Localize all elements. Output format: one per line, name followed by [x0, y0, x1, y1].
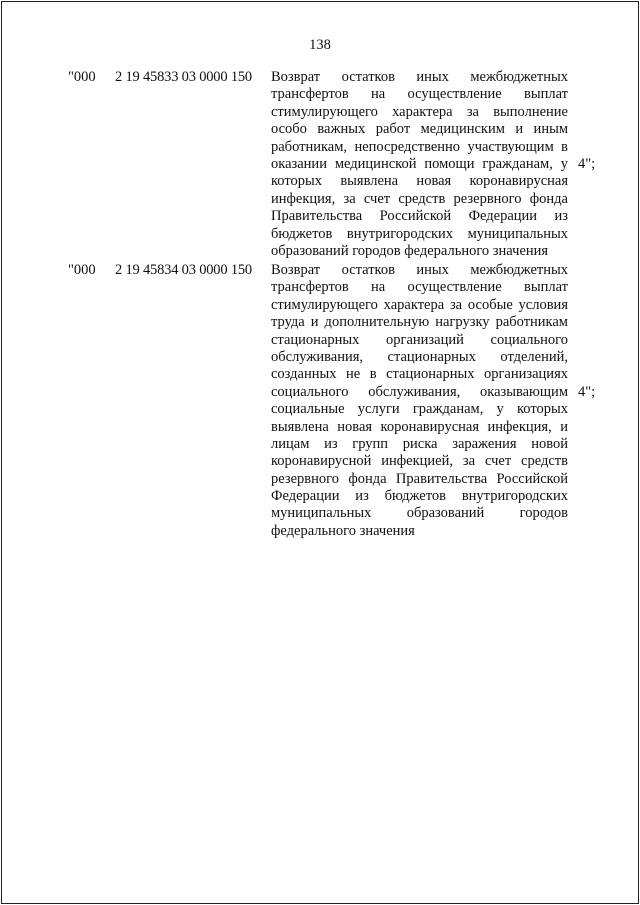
description-line: резервного фонда Правительства Российской [271, 470, 568, 487]
description-line: особо важных работ медицинским и иным [271, 121, 568, 138]
description-line: которых выявлена новая коронавирусная [271, 173, 568, 190]
description-line: работникам, непосредственно участвующим в [271, 138, 568, 155]
description-line: созданных не в стационарных организациях [271, 366, 568, 383]
description-line: трансфертов на осуществление выплат [271, 86, 568, 103]
page-number: 138 [309, 37, 331, 53]
description-line: Федерации из бюджетов внутригородских [271, 488, 568, 505]
description-line: образований городов федерального значения [271, 242, 549, 259]
description-line: трансфертов на осуществление выплат [271, 279, 568, 296]
description-line: обслуживания, стационарных отделений, [271, 348, 568, 365]
description-line: инфекция, за счет средств резервного фонда [271, 190, 568, 207]
description-line: коронавирусной инфекцией, за счет средств [271, 453, 568, 470]
description-line: стимулирующего характера за выполнение [271, 103, 568, 120]
budget-classification-code: 2 19 45834 03 0000 150 [115, 262, 252, 278]
description-line: муниципальных образований городов [271, 505, 568, 522]
description-line: федерального значения [271, 522, 415, 539]
row-prefix: "000 [68, 69, 96, 85]
description-line: оказании медицинской помощи гражданам, у [271, 155, 568, 172]
description-line: бюджетов внутригородских муниципальных [271, 225, 568, 242]
description-line: Возврат остатков иных межбюджетных [271, 69, 568, 85]
description-line: лицам из групп риска заражения новой [271, 435, 568, 452]
description-line: выявлена новая коронавирусная инфекция, и [271, 418, 568, 435]
budget-classification-code: 2 19 45833 03 0000 150 [115, 69, 252, 85]
row-prefix: "000 [68, 262, 96, 278]
description-line: социальные услуги гражданам, у которых [271, 401, 568, 418]
description-line: Правительства Российской Федерации из [271, 208, 568, 225]
description-line: Возврат остатков иных межбюджетных [271, 262, 568, 278]
description-line: стационарных организаций социального [271, 331, 568, 348]
description-line: социального обслуживания, оказывающим [271, 383, 568, 400]
row-description [271, 262, 568, 540]
description-line: стимулирующего характера за особые условия [271, 296, 568, 313]
row-description [271, 69, 568, 260]
row-amount: 4"; [578, 156, 596, 172]
description-line: труда и дополнительную нагрузку работникам [271, 314, 568, 331]
row-amount: 4"; [578, 383, 596, 400]
